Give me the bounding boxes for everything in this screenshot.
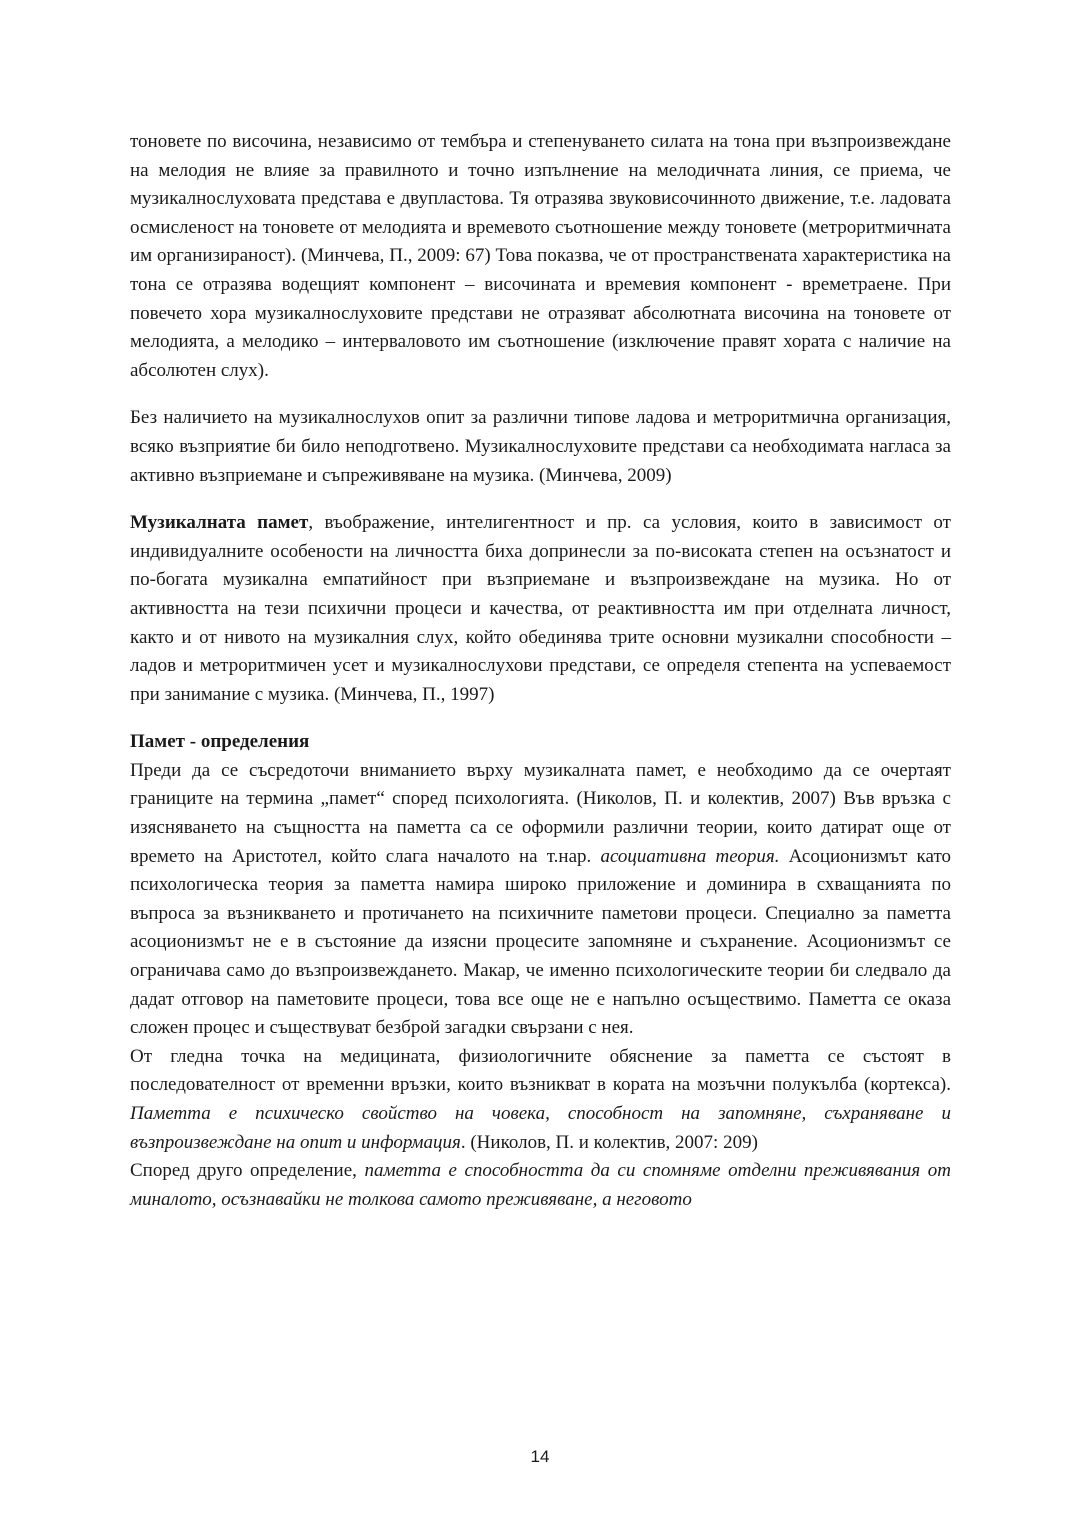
page-body xyxy=(130,128,951,1214)
term-musical-memory: Музикалната памет xyxy=(130,512,309,534)
paragraph-4-text-b: Асоционизмът като психологическа теория за паметта намира широко приложение и доминира в схващанията по въпроса за възникването и протичането на психичните паметови процеси. Специално за паметта асоционизмът не е в състояние да изясни процесите запомняне и съхранение. Асоционизмът се ограничава само до възпроизвеждането. Макар, че именно психологическите теории би следвало да дадат отговор на паметовите процеси, това все още не е напълно осъществимо. Паметта се оказа сложен процес и съществуват безброй загадки свързани с нея. xyxy=(130,845,951,1039)
paragraph-2: Без наличието на музикалнослухов опит за различни типове ладова и метроритмична организация, всяко възприятие би било неподготвено. Музикалнослуховите представи са необходимата нагласа за активно възприемане и съпреживяване на музика. (Минчева, 2009) xyxy=(130,407,951,486)
paragraph-6 xyxy=(130,1157,951,1214)
memory-definition: Паметта е психическо свойство на човека, способност на запомняне, съхраняване и възпроизвеждане на опит и информация xyxy=(130,1103,951,1153)
section-heading: Памет - определения xyxy=(130,731,310,753)
paragraph-4-text-a: Преди да се съсредоточи вниманието върху музикалната памет, е необходимо да се очертаят границите на термина „памет“ според психологията. (Николов, П. и колектив, 2007) Във връзка с изясняването на същността на паметта са се оформили различни теории, които датират още от времето на Аристотел, който слага началото на т.нар. xyxy=(130,759,951,867)
paragraph-3 xyxy=(130,509,951,709)
page-number: 14 xyxy=(530,1447,550,1466)
paragraph-1: тоновете по височина, независимо от тембъра и степенуването силата на тона при възпроизвеждане на мелодия не влияе за правилното и точно изпълнение на мелодичната линия, се приема, че музикалнослуховата представа е двупластова. Тя отразява звуковисочинното движение, т.е. ладовата осмисленост на тоновете от мелодията и времевото съотношение между тоновете (метроритмичната им организираност). (Минчева, П., 2009: 67) Това показва, че от пространствената характеристика на тона се отразява водещият компонент – височината и времевия компонент - времетраене. При повечето хора музикалнослуховите представи не отразяват абсолютната височина на тоновете от мелодията, а мелодико – интерваловото им съотношение (изключение правят хората с наличие на абсолютен слух). xyxy=(130,131,951,381)
term-associative-theory: асоциативна теория. xyxy=(600,845,780,867)
paragraph-4 xyxy=(130,757,951,1043)
paragraph-5-text-b: . (Николов, П. и колектив, 2007: 209) xyxy=(460,1131,758,1153)
memory-definition-2: паметта е способността да си спомняме отделни преживявания от миналото, осъзнавайки не толкова самото преживяване, а неговото xyxy=(130,1160,952,1210)
paragraph-5-text-a: От гледна точка на медицината, физиологичните обяснение за паметта се състоят в последователност от временни връзки, които възникват в кората на мозъчни полукълба (кортекса). xyxy=(130,1045,951,1096)
paragraph-3-text: , въображение, интелигентност и пр. са условия, които в зависимост от индивидуалните особености на личността биха допринесли за по-високата степен на осъзнатост и по-богата музикална емпатийност при възприемане и възпроизвеждане на музика. Но от активността на тези психични процеси и качества, от реактивността им при отделната личност, както и от нивото на музикалния слух, който обединява трите основни музикални способности – ладов и метроритмичен усет и музикалнослухови представи, се определя степента на успеваемост при занимание с музика. (Минчева, П., 1997) xyxy=(130,512,951,705)
paragraph-5 xyxy=(130,1043,951,1157)
paragraph-6-text-a: Според друго определение, xyxy=(130,1160,365,1182)
